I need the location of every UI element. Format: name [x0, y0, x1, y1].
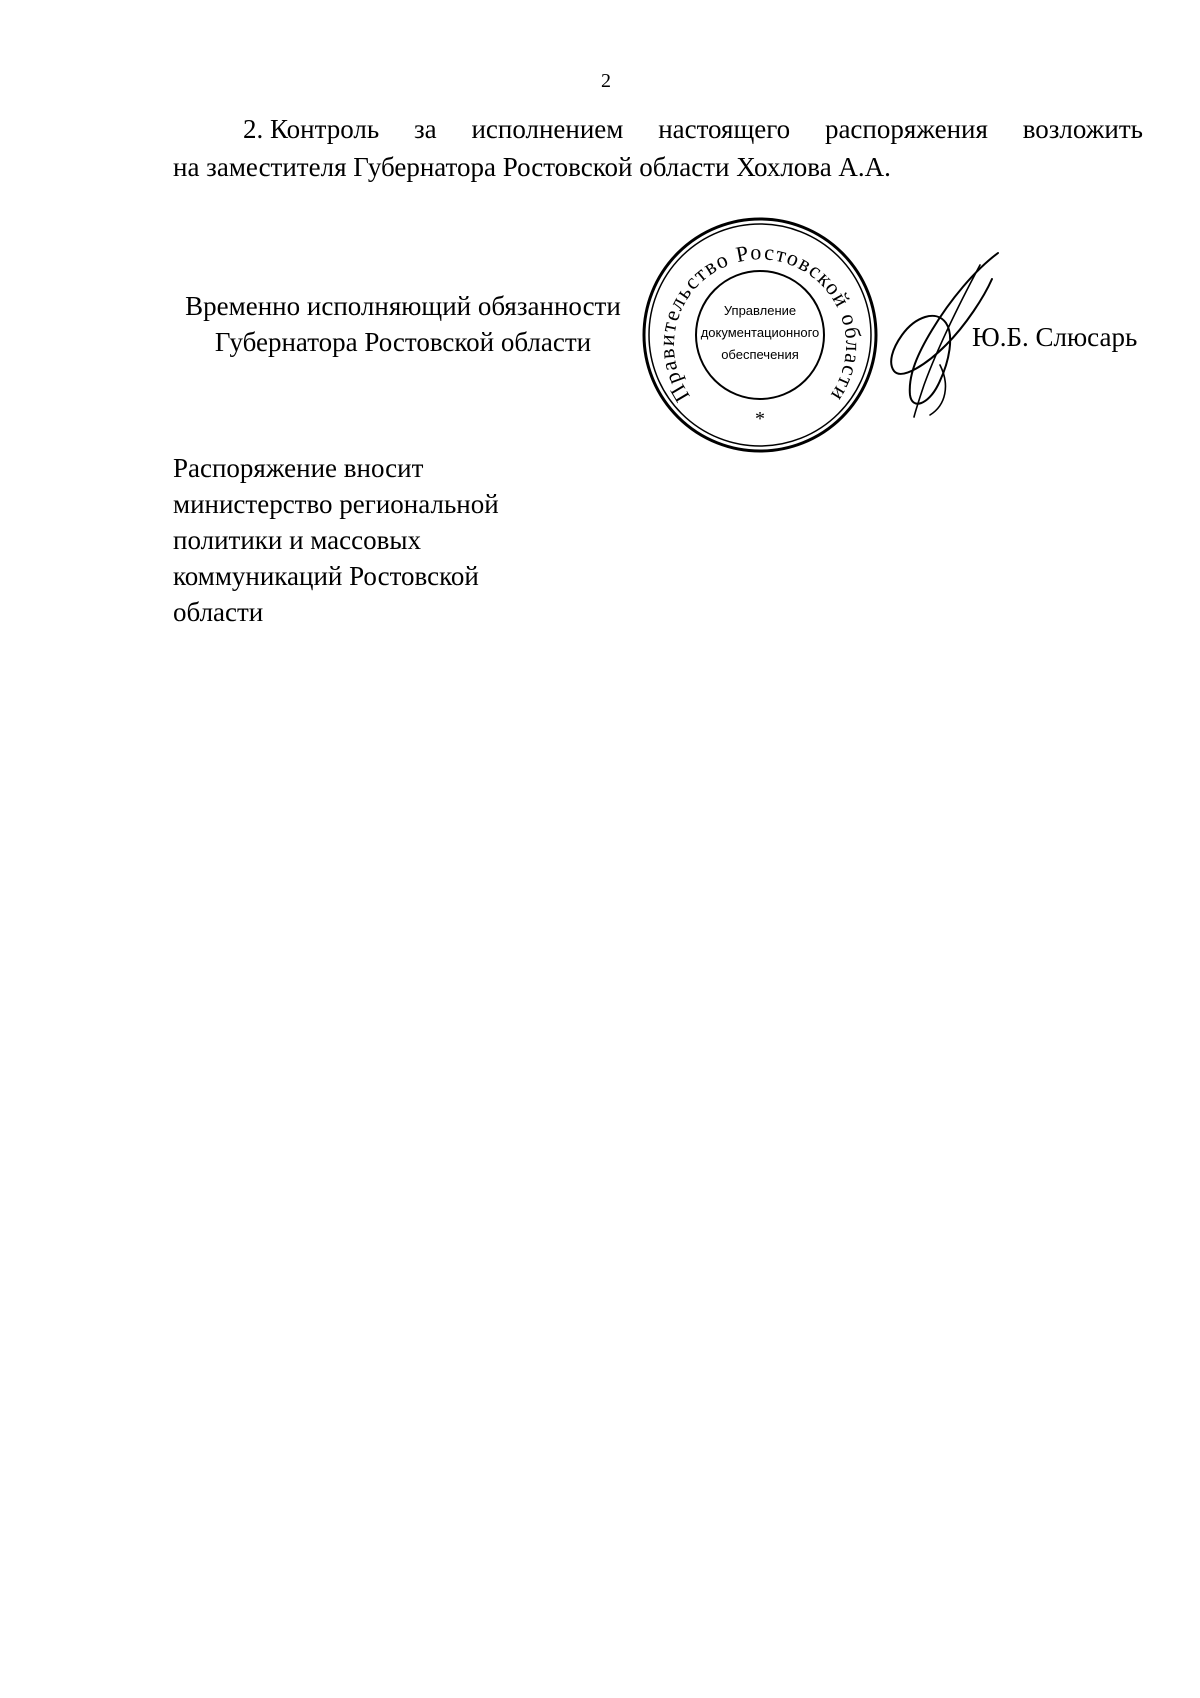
signer-role-line-2: Губернатора Ростовской области — [214, 327, 592, 357]
signer-name: Ю.Б. Слюсарь — [972, 322, 1138, 352]
note-line: министерство региональной — [173, 489, 499, 519]
stamp-star: * — [755, 408, 765, 430]
paragraph-line-2: на заместителя Губернатора Ростовской области Хохлова А.А. — [173, 152, 891, 182]
note-line: коммуникаций Ростовской — [173, 561, 479, 591]
note-line: Распоряжение вносит — [173, 453, 424, 483]
paragraph-word: исполнением — [471, 114, 624, 144]
submission-note — [173, 450, 573, 630]
official-stamp — [640, 215, 880, 455]
stamp-inner-line-2: документационного — [700, 325, 820, 340]
paragraph-word: настоящего — [658, 114, 791, 144]
control-paragraph — [173, 110, 1143, 186]
paragraph-word: за — [414, 114, 437, 144]
stamp-inner-line-1: Управление — [723, 303, 797, 318]
signer-role-line-1: Временно исполняющий обязанности — [185, 291, 621, 321]
page-number: 2 — [601, 70, 611, 92]
paragraph-line-1 — [173, 110, 1143, 148]
stamp-outer-text: Правительство Ростовской области — [653, 239, 867, 407]
stamp-inner-line-3: обеспечения — [721, 347, 799, 362]
signer-role — [173, 288, 633, 360]
svg-text:Правительство Ростовской облас — [654, 239, 866, 407]
note-line: области — [173, 597, 264, 627]
paragraph-word: распоряжения — [824, 114, 988, 144]
note-line: политики и массовых — [173, 525, 422, 555]
paragraph-word: возложить — [1022, 114, 1143, 144]
paragraph-word: 2. Контроль — [243, 114, 380, 144]
